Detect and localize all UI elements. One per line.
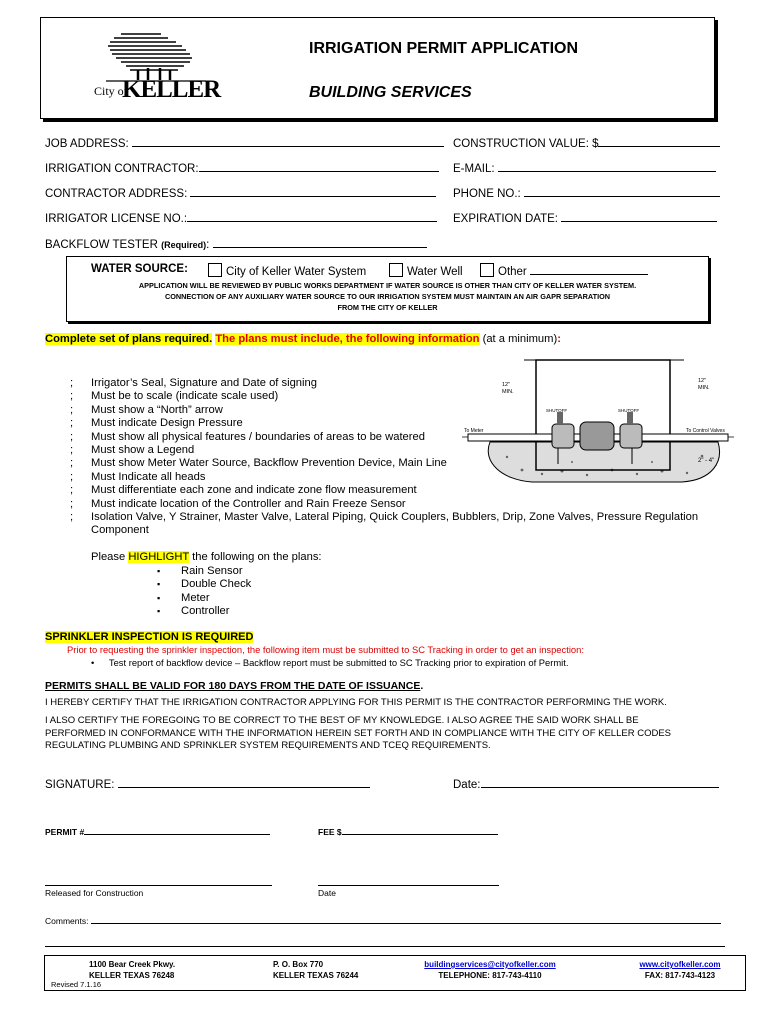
highlight-bullet: ▪ xyxy=(157,566,161,576)
construction-value-label: CONSTRUCTION VALUE: $ xyxy=(453,138,599,150)
contractor-label: IRRIGATION CONTRACTOR: xyxy=(45,163,199,175)
job-address-field[interactable] xyxy=(45,135,444,150)
option-city-water[interactable] xyxy=(208,263,366,278)
water-source-label: WATER SOURCE: xyxy=(91,263,188,275)
logo-keller: KELLER xyxy=(122,76,221,103)
highlight-suffix: the following on the plans: xyxy=(192,551,322,563)
date-label: Date: xyxy=(453,779,481,791)
email-field[interactable] xyxy=(453,160,716,175)
requirements-list xyxy=(70,377,731,538)
expiration-label: EXPIRATION DATE: xyxy=(453,213,559,225)
requirement-bullet: ; xyxy=(70,511,74,524)
inspection-item xyxy=(91,657,568,668)
requirement-bullet: ; xyxy=(70,390,74,403)
plans-heading-1: Complete set of plans required xyxy=(45,333,210,345)
certify-2 xyxy=(45,715,671,753)
expiration-line[interactable] xyxy=(561,210,717,222)
contractor-line[interactable] xyxy=(199,160,439,172)
requirement-item xyxy=(70,417,731,430)
certify-2-line-2: PERFORMED IN CONFORMANCE WITH THE INFORMATION HEREIN SET FORTH AND IN COMPLIANCE WITH THE CITY OF KELLER CODES xyxy=(45,727,671,739)
requirement-text: Must differentiate each zone and indicate zone flow measurement xyxy=(91,484,417,497)
permit-line[interactable] xyxy=(84,825,270,835)
highlight-bullet: ▪ xyxy=(157,592,161,603)
inspection-heading xyxy=(45,631,253,643)
requirement-text: Must Indicate all heads xyxy=(91,470,206,483)
footer-website-link[interactable]: www.cityofkeller.com xyxy=(639,960,721,969)
job-address-line[interactable] xyxy=(132,135,444,147)
logo-city-of: City of xyxy=(94,84,128,98)
requirement-bullet: ; xyxy=(70,417,74,430)
requirement-item xyxy=(70,444,731,457)
requirement-item xyxy=(70,430,731,444)
city-water-checkbox[interactable] xyxy=(208,263,222,277)
footer-address-2-line-1: P. O. Box 770 xyxy=(273,960,324,969)
highlight-intro xyxy=(91,551,322,563)
requirement-item xyxy=(70,497,731,511)
inspection-note: Prior to requesting the sprinkler inspection, the following item must be submitted to SC Tracking in order to get an inspection: xyxy=(67,644,584,655)
requirement-item xyxy=(91,524,731,537)
requirement-text: Must show all physical features / boundaries of areas to be watered xyxy=(91,430,425,443)
highlight-item xyxy=(157,578,252,591)
certify-1: I HEREBY CERTIFY THAT THE IRRIGATION CONTRACTOR APPLYING FOR THIS PERMIT IS THE CONTRACTOR PERFORMING THE WORK. xyxy=(45,697,667,708)
footer-address-1-line-2: KELLER TEXAS 76248 xyxy=(89,970,175,980)
released-label: Released for Construction xyxy=(45,888,144,898)
comments-label: Comments: xyxy=(45,916,89,926)
revised-date: Revised 7.1.16 xyxy=(51,980,102,989)
plans-heading xyxy=(45,333,561,345)
option-other[interactable] xyxy=(480,263,648,278)
permit-field[interactable] xyxy=(45,825,270,837)
license-label: IRRIGATOR LICENSE NO.: xyxy=(45,213,188,225)
requirement-bullet: ; xyxy=(70,484,74,497)
requirement-item xyxy=(70,484,731,497)
diagram-12-right: 12" xyxy=(698,378,707,384)
release-date-label: Date xyxy=(318,888,336,898)
requirement-text: Must be to scale (indicate scale used) xyxy=(91,390,279,403)
certify-2-line-1: I ALSO CERTIFY THE FOREGOING TO BE CORRECT TO THE BEST OF MY KNOWLEDGE. I ALSO AGREE THE SAID WORK SHALL BE xyxy=(45,715,639,726)
requirement-bullet: ; xyxy=(70,444,74,457)
inspection-item-text: Test report of backflow device – Backflow report must be submitted to SC Tracking prior to expiration of Permit. xyxy=(108,657,569,668)
diagram-depth: 2" - 4" xyxy=(698,458,715,464)
footer-telephone: TELEPHONE: 817-743-4110 xyxy=(438,970,542,980)
phone-line[interactable] xyxy=(524,185,720,197)
footer-address-1-line-1: 1100 Bear Creek Pkwy. xyxy=(89,960,176,969)
diagram-valve-left: SHUTOFF xyxy=(546,408,568,413)
backflow-required: (Required) xyxy=(161,240,207,250)
requirement-item xyxy=(70,457,731,470)
license-field[interactable] xyxy=(45,210,437,225)
requirement-text: Must show Meter Water Source, Backflow Prevention Device, Main Line xyxy=(91,457,447,470)
requirement-text: Component xyxy=(91,524,149,537)
construction-value-line[interactable] xyxy=(598,135,720,147)
footer-address-2 xyxy=(273,960,358,981)
phone-field[interactable] xyxy=(453,185,720,200)
inspection-bullet: • xyxy=(91,657,95,668)
requirement-bullet: ; xyxy=(70,457,74,470)
option-city-label: City of Keller Water System xyxy=(226,266,367,278)
diagram-to-meter: To Meter xyxy=(464,428,484,434)
diagram-valve-right: SHUTOFF xyxy=(618,408,640,413)
comments-line[interactable] xyxy=(91,914,721,924)
footer-fax: FAX: 817-743-4123 xyxy=(644,970,716,980)
highlight-text: Double Check xyxy=(181,578,252,591)
footer-contact xyxy=(415,960,565,981)
footer-address-1 xyxy=(89,960,175,981)
diagram-to-control: To Control Valves xyxy=(686,428,725,434)
requirement-text: Isolation Valve, Y Strainer, Master Valve, Lateral Piping, Quick Couplers, Bubblers, Drip, Zone Valves, Pressure Regulation xyxy=(91,511,699,524)
certify-2-line-3: REGULATING PLUMBING AND SPRINKLER SYSTEM REQUIREMENTS AND TCEQ REQUIREMENTS. xyxy=(45,740,491,751)
water-well-checkbox[interactable] xyxy=(389,263,403,277)
water-note-2: CONNECTION OF ANY AUXILIARY WATER SOURCE TO OUR IRRIGATION SYSTEM MUST MAINTAIN AN AIR GAPR SEPARATION xyxy=(164,292,611,301)
option-water-well[interactable] xyxy=(389,263,463,278)
job-address-label: JOB ADDRESS: xyxy=(45,138,129,150)
email-label: E-MAIL: xyxy=(453,163,495,175)
highlight-word: HIGHLIGHT xyxy=(128,551,190,563)
highlight-text: Meter xyxy=(181,591,210,604)
page-title: IRRIGATION PERMIT APPLICATION xyxy=(309,40,579,57)
highlight-bullet: ▪ xyxy=(157,579,161,590)
requirement-item xyxy=(70,390,731,403)
requirement-text: Must show a “North” arrow xyxy=(91,403,223,416)
highlight-text: Controller xyxy=(181,605,230,618)
contractor-address-label: CONTRACTOR ADDRESS: xyxy=(45,188,188,200)
water-note-1: APPLICATION WILL BE REVIEWED BY PUBLIC WORKS DEPARTMENT IF WATER SOURCE IS OTHER THAN CITY OF KELLER WATER SYSTEM. xyxy=(138,281,637,290)
signature-field[interactable] xyxy=(45,776,370,791)
released-line[interactable] xyxy=(45,885,272,886)
contractor-address-line[interactable] xyxy=(190,185,436,197)
signature-label: SIGNATURE: xyxy=(45,779,115,791)
page-subtitle: BUILDING SERVICES xyxy=(309,84,472,101)
backflow-colon: : xyxy=(206,239,210,251)
date-line[interactable] xyxy=(481,776,719,788)
footer-address-2-line-2: KELLER TEXAS 76244 xyxy=(273,970,359,980)
backflow-tester-field[interactable] xyxy=(45,236,427,251)
license-line[interactable] xyxy=(187,210,437,222)
validity-heading-dot: . xyxy=(420,680,424,692)
requirement-item xyxy=(70,377,731,390)
signature-line[interactable] xyxy=(118,776,370,788)
requirement-text: Must indicate location of the Controller and Rain Freeze Sensor xyxy=(91,497,406,510)
contractor-address-field[interactable] xyxy=(45,185,436,200)
highlight-item xyxy=(157,605,251,618)
requirement-text: Irrigator’s Seal, Signature and Date of signing xyxy=(91,377,317,389)
highlight-item xyxy=(157,591,251,605)
inspection-heading-text: SPRINKLER INSPECTION IS REQUIRED xyxy=(45,631,254,643)
phone-label: PHONE NO.: xyxy=(453,188,521,200)
plans-heading-2: The plans must include, the following information xyxy=(215,333,480,345)
city-logo xyxy=(66,24,221,106)
date-field[interactable] xyxy=(453,776,719,791)
highlight-bullet: ▪ xyxy=(157,606,161,617)
contractor-field[interactable] xyxy=(45,160,439,175)
comments-field[interactable] xyxy=(45,914,721,926)
highlight-list xyxy=(157,565,252,619)
footer-email-link[interactable]: buildingservices@cityofkeller.com xyxy=(424,960,556,969)
fee-label: FEE $ xyxy=(318,827,342,837)
highlight-prefix: Please xyxy=(91,551,126,563)
plans-heading-colon: : xyxy=(557,333,561,345)
requirement-item xyxy=(70,470,731,484)
requirement-bullet: ; xyxy=(70,470,74,483)
requirement-bullet: ; xyxy=(70,497,74,510)
requirement-text: Must indicate Design Pressure xyxy=(91,417,243,430)
backflow-tester-line[interactable] xyxy=(213,236,427,248)
email-line[interactable] xyxy=(498,160,716,172)
diagram-12-left: 12" xyxy=(502,382,511,388)
comments-line-2[interactable] xyxy=(45,946,725,947)
construction-value-field[interactable] xyxy=(453,135,720,150)
requirement-bullet: ; xyxy=(70,377,74,389)
water-note-3: FROM THE CITY OF KELLER xyxy=(337,303,438,312)
diagram-min-left: MIN. xyxy=(502,389,514,395)
highlight-item xyxy=(157,565,251,578)
validity-heading xyxy=(45,680,423,692)
water-source-box xyxy=(66,256,709,322)
option-well-label: Water Well xyxy=(407,266,463,278)
release-date-line[interactable] xyxy=(318,885,499,886)
requirement-item xyxy=(70,511,731,524)
fee-line[interactable] xyxy=(342,825,498,835)
requirement-text: Must show a Legend xyxy=(91,444,195,457)
highlight-text: Rain Sensor xyxy=(181,565,243,577)
fee-field[interactable] xyxy=(318,825,498,837)
expiration-field[interactable] xyxy=(453,210,717,225)
backflow-tester-label: BACKFLOW TESTER xyxy=(45,239,158,251)
diagram-min-right: MIN. xyxy=(698,385,710,391)
requirement-item xyxy=(70,403,731,417)
requirement-bullet: ; xyxy=(70,430,74,443)
validity-heading-text: PERMITS SHALL BE VALID FOR 180 DAYS FROM THE DATE OF ISSUANCE xyxy=(45,680,421,692)
plans-heading-dot: . xyxy=(209,333,213,345)
footer-box xyxy=(44,955,746,991)
footer-web xyxy=(625,960,735,981)
option-other-label: Other xyxy=(498,266,527,278)
permit-label: PERMIT # xyxy=(45,827,85,837)
other-line[interactable] xyxy=(530,263,648,275)
other-checkbox[interactable] xyxy=(480,263,494,277)
requirement-bullet: ; xyxy=(70,403,74,416)
plans-heading-3: (at a minimum) xyxy=(482,333,558,345)
